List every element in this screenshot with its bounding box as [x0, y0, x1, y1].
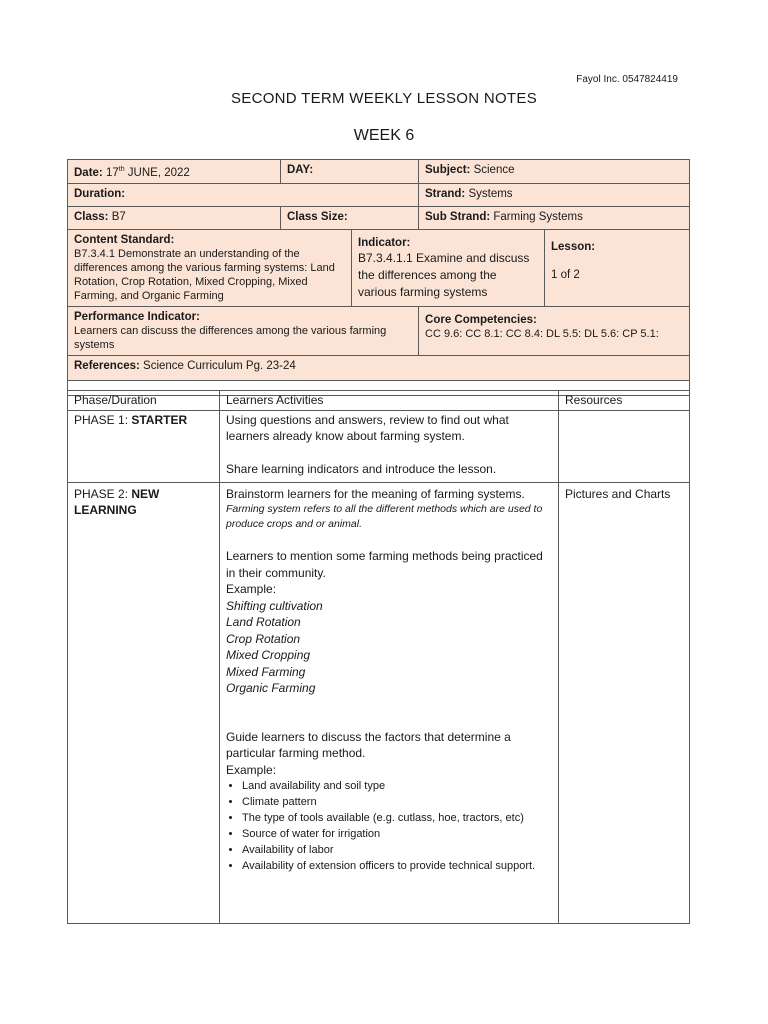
farming-system-definition: Farming system refers to all the different methods which are used to produce crops and or animal.	[226, 503, 543, 530]
indicator-value: B7.3.4.1.1 Examine and discuss the differences among the various farming systems	[358, 251, 530, 299]
example-label-2: Example:	[226, 762, 277, 777]
factor-item: • Availability of extension officers to provide technical support.	[242, 858, 552, 874]
strand-label: Strand:	[425, 188, 466, 200]
factor-item: • Land availability and soil type	[242, 778, 552, 794]
publisher-contact: Fayol Inc. 0547824419	[576, 74, 678, 85]
day-label: DAY:	[287, 164, 314, 176]
document-title: SECOND TERM WEEKLY LESSON NOTES	[230, 90, 538, 107]
day-cell	[281, 160, 419, 184]
date-label: Date:	[74, 166, 103, 179]
performance-value: Learners can discuss the differences among the various farming systems	[74, 325, 387, 351]
content-standard-value: B7.3.4.1 Demonstrate an understanding of the differences among the various farming systems: Land Rotation, Crop Rotation, Mixed Cropping, Mixed Farming, and Organic Farming	[74, 248, 335, 302]
info-row-references	[68, 356, 690, 381]
strand-value: Systems	[465, 188, 513, 200]
phases-header-row	[68, 391, 690, 411]
method-item: Organic Farming	[226, 681, 316, 695]
phase-2-guide: Guide learners to discuss the factors that determine a particular farming method.	[226, 729, 511, 760]
phase-2-cell	[68, 482, 220, 923]
method-item: Land Rotation	[226, 615, 301, 629]
phase-1-cell	[68, 410, 220, 482]
core-competencies-value: CC 9.6: CC 8.1: CC 8.4: DL 5.5: DL 5.6: CP 5.1:	[425, 328, 659, 340]
phase-1-row	[68, 410, 690, 482]
content-standard-cell	[68, 230, 352, 307]
phase-1-activity-review: Using questions and answers, review to find out what learners already know about farming system.	[226, 412, 509, 443]
header-learners-activities: Learners Activities	[220, 391, 559, 411]
core-competencies-label: Core Competencies:	[425, 314, 537, 326]
lesson-phases-table	[67, 390, 690, 924]
subject-value: Science	[470, 164, 515, 176]
phase-2-mention: Learners to mention some farming methods being practiced in their community.	[226, 549, 543, 580]
lesson-cell	[545, 230, 690, 307]
factor-item: • Source of water for irrigation	[242, 826, 552, 842]
references-cell	[68, 356, 690, 381]
indicator-cell	[352, 230, 545, 307]
lesson-label: Lesson:	[551, 241, 596, 253]
sub-strand-label: Sub Strand:	[425, 211, 491, 223]
info-row-duration	[68, 184, 690, 207]
references-label: References:	[74, 360, 140, 372]
info-row-performance	[68, 307, 690, 356]
phase-2-activities	[220, 482, 559, 923]
class-label: Class:	[74, 211, 109, 223]
info-row-class	[68, 207, 690, 230]
phase-2-intro: Brainstorm learners for the meaning of farming systems.	[226, 486, 525, 501]
spacer	[226, 697, 552, 713]
phase-2-name: NEW LEARNING	[74, 486, 160, 517]
spacer	[226, 532, 552, 548]
performance-cell	[68, 307, 419, 356]
duration-cell	[68, 184, 419, 207]
factor-item: • The type of tools available (e.g. cutlass, hoe, tractors, etc)	[242, 810, 552, 826]
factor-item: • Climate pattern	[242, 794, 552, 810]
class-value: B7	[108, 211, 126, 223]
method-item: Mixed Farming	[226, 664, 306, 679]
phase-2-row	[68, 482, 690, 923]
phase-2-prefix: PHASE 2:	[74, 486, 132, 501]
subject-cell	[419, 160, 690, 184]
method-item: Mixed Cropping	[226, 648, 311, 662]
lesson-value: 1 of 2	[551, 269, 580, 281]
phase-1-resources	[559, 410, 690, 482]
method-item: Shifting cultivation	[226, 598, 323, 613]
lesson-info-table	[67, 159, 690, 396]
date-suffix: th	[118, 166, 125, 173]
info-row-standard	[68, 230, 690, 307]
example-label: Example:	[226, 582, 277, 596]
phase-1-activity-share: Share learning indicators and introduce the lesson.	[226, 461, 497, 476]
sub-strand-value: Farming Systems	[490, 211, 583, 223]
indicator-label: Indicator:	[358, 237, 411, 249]
class-cell	[68, 207, 281, 230]
header-resources: Resources	[559, 391, 690, 411]
strand-cell	[419, 184, 690, 207]
date-day: 17	[105, 166, 119, 179]
header-phase-duration: Phase/Duration	[68, 391, 220, 411]
phase-1-activities	[220, 410, 559, 482]
class-size-cell	[281, 207, 419, 230]
phase-1-name: STARTER	[131, 412, 188, 427]
factor-item: • Availability of labor	[242, 842, 552, 858]
week-heading: WEEK 6	[353, 127, 415, 144]
duration-label: Duration:	[74, 188, 126, 200]
content-standard-label: Content Standard:	[74, 234, 175, 246]
spacer	[226, 445, 552, 461]
factors-list	[226, 778, 552, 874]
references-value: Science Curriculum Pg. 23-24	[139, 360, 296, 372]
phase-1-prefix: PHASE 1:	[74, 412, 132, 427]
performance-label: Performance Indicator:	[74, 311, 200, 323]
sub-strand-cell	[419, 207, 690, 230]
phase-2-resources: Pictures and Charts	[559, 482, 690, 923]
method-item: Crop Rotation	[226, 631, 301, 646]
info-row-date	[68, 160, 690, 184]
date-cell	[68, 160, 281, 184]
class-size-label: Class Size:	[287, 211, 348, 223]
subject-label: Subject:	[425, 164, 471, 176]
date-rest: JUNE, 2022	[124, 166, 190, 179]
spacer	[226, 713, 552, 729]
core-competencies-cell	[419, 307, 690, 356]
